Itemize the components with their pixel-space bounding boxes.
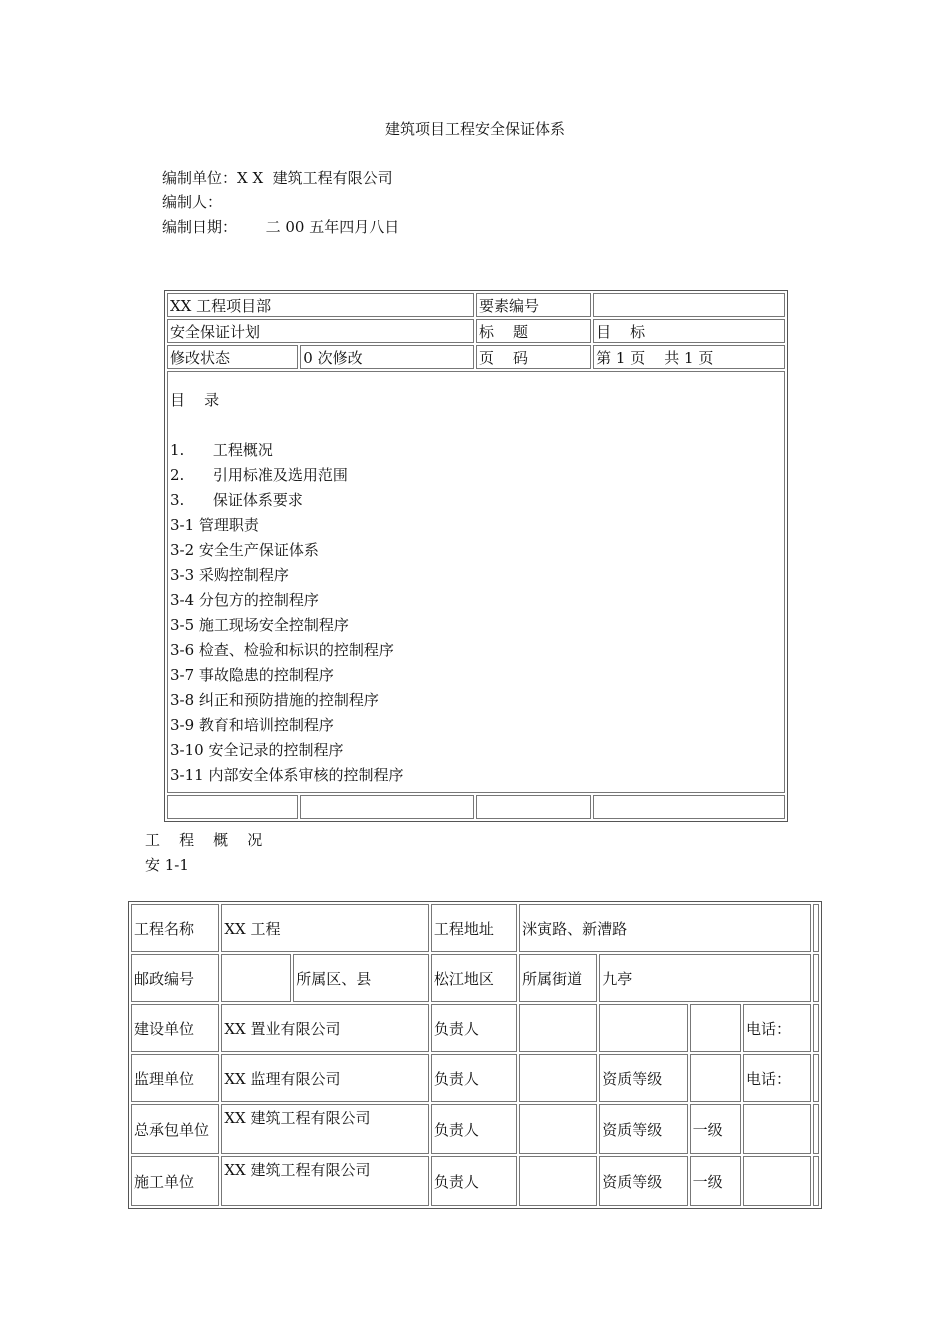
revision-label: 修改状态 (167, 345, 298, 369)
postcode (221, 954, 291, 1002)
edge-cell (813, 1156, 819, 1206)
meta-unit: 编制单位：X X 建筑工程有限公司 (162, 169, 393, 187)
head-value (519, 1054, 597, 1102)
empty-cell (593, 795, 785, 819)
edge-cell (813, 954, 819, 1002)
role-label: 施工单位 (131, 1156, 219, 1206)
address: 洣寅路、新漕路 (519, 904, 811, 952)
qualification-label: 资质等级 (599, 1054, 687, 1102)
toc-item: 3-6 检查、检验和标识的控制程序 (170, 641, 394, 659)
phone-label (743, 1104, 811, 1154)
project-name: XX 工程 (221, 904, 429, 952)
head-value (519, 1104, 597, 1154)
company-name: XX 监理有限公司 (221, 1054, 429, 1102)
toc-item: 3-11 内部安全体系审核的控制程序 (170, 766, 404, 784)
address-label: 工程地址 (431, 904, 517, 952)
project-name-label: 工程名称 (131, 904, 219, 952)
document-title: 建筑项目工程安全保证体系 (384, 120, 565, 138)
phone-label: 电话： (743, 1054, 811, 1102)
head-label: 负责人 (431, 1156, 517, 1206)
empty-cell (167, 795, 298, 819)
head-label: 负责人 (431, 1004, 517, 1052)
empty-cell (476, 795, 591, 819)
role-label: 建设单位 (131, 1004, 219, 1052)
toc-item: 2. 引用标准及选用范围 (170, 466, 348, 484)
head-label: 负责人 (431, 1054, 517, 1102)
toc-item: 3-10 安全记录的控制程序 (170, 741, 344, 759)
toc-item: 3-3 采购控制程序 (170, 566, 289, 584)
district: 松江地区 (431, 954, 517, 1002)
company-name: XX 建筑工程有限公司 (221, 1156, 429, 1206)
street-label: 所属街道 (519, 954, 597, 1002)
toc-item: 3-4 分包方的控制程序 (170, 591, 319, 609)
meta-author: 编制人： (162, 193, 223, 211)
role-label: 总承包单位 (131, 1104, 219, 1154)
edge-cell (813, 1004, 819, 1052)
overview-code: 安 1-1 (145, 856, 189, 874)
toc-item: 3-1 管理职责 (170, 516, 259, 534)
overview-heading: 工 程 概 况 (145, 831, 263, 849)
head-value (519, 1156, 597, 1206)
subject-label: 标 题 (476, 319, 591, 343)
toc-item: 1. 工程概况 (170, 441, 273, 459)
phone-label (743, 1156, 811, 1206)
qualification-label (599, 1004, 687, 1052)
qualification-value (690, 1054, 741, 1102)
toc-item: 3-5 施工现场安全控制程序 (170, 616, 349, 634)
district-label: 所属区、县 (293, 954, 429, 1002)
postcode-label: 邮政编号 (131, 954, 219, 1002)
qualification-value: 一级 (690, 1104, 741, 1154)
empty-cell (300, 795, 474, 819)
company-name: XX 建筑工程有限公司 (221, 1104, 429, 1154)
element-no-label: 要素编号 (476, 293, 591, 317)
subject-value: 目 标 (593, 319, 785, 343)
qualification-label: 资质等级 (599, 1156, 687, 1206)
form-plan: 安全保证计划 (167, 319, 474, 343)
form-dept: XX 工程项目部 (167, 293, 474, 317)
phone-label: 电话： (743, 1004, 811, 1052)
edge-cell (813, 1054, 819, 1102)
project-overview-table (128, 901, 822, 1209)
head-value (519, 1004, 597, 1052)
plan-form-table (164, 290, 788, 822)
edge-cell (813, 1104, 819, 1154)
head-label: 负责人 (431, 1104, 517, 1154)
street: 九亭 (599, 954, 811, 1002)
qualification-value (690, 1004, 741, 1052)
role-label: 监理单位 (131, 1054, 219, 1102)
toc-item: 3-7 事故隐患的控制程序 (170, 666, 334, 684)
qualification-value: 一级 (690, 1156, 741, 1206)
toc-item: 3-2 安全生产保证体系 (170, 541, 319, 559)
page-value: 第 1 页 共 1 页 (593, 345, 785, 369)
page-label: 页 码 (476, 345, 591, 369)
element-no-value (593, 293, 785, 317)
company-name: XX 置业有限公司 (221, 1004, 429, 1052)
table-of-contents (167, 371, 785, 793)
edge-cell (813, 904, 819, 952)
toc-item: 3-8 纠正和预防措施的控制程序 (170, 691, 379, 709)
meta-date: 编制日期： 二 00 五年四月八日 (162, 218, 400, 236)
toc-title: 目 录 (170, 391, 220, 409)
toc-item: 3. 保证体系要求 (170, 491, 303, 509)
qualification-label: 资质等级 (599, 1104, 687, 1154)
toc-item: 3-9 教育和培训控制程序 (170, 716, 334, 734)
revision-value: 0 次修改 (300, 345, 474, 369)
